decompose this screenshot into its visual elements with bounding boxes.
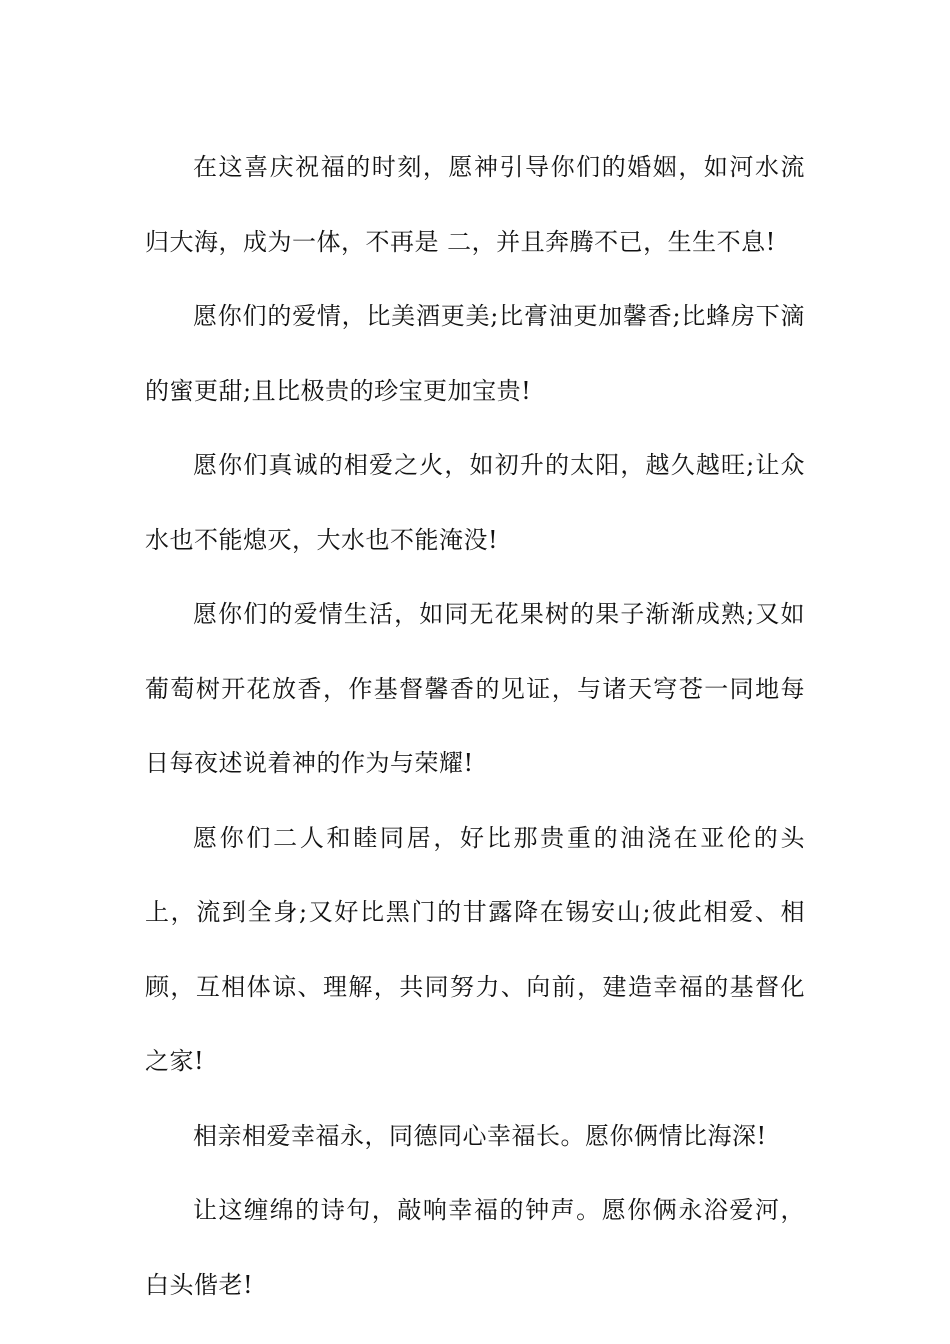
paragraph-7: 让这缠绵的诗句，敲响幸福的钟声。愿你俩永浴爱河，白头偕老! bbox=[145, 1196, 805, 1299]
paragraph-4: 愿你们的爱情生活，如同无花果树的果子渐渐成熟;又如葡萄树开花放香，作基督馨香的见证，与诸天穹苍一同地每日每夜述说着神的作为与荣耀! bbox=[145, 600, 805, 777]
paragraph-6: 相亲相爱幸福永，同德同心幸福长。愿你俩情比海深! bbox=[193, 1121, 767, 1150]
document-body bbox=[145, 130, 805, 1322]
paragraph-5: 愿你们二人和睦同居，好比那贵重的油浇在亚伦的头上，流到全身;又好比黑门的甘露降在锡安山;彼此相爱、相顾，互相体谅、理解，共同努力、向前，建造幸福的基督化之家! bbox=[145, 823, 805, 1075]
paragraph-2: 愿你们的爱情，比美酒更美;比膏油更加馨香;比蜂房下滴的蜜更甜;且比极贵的珍宝更加宝贵! bbox=[145, 302, 805, 405]
paragraph-1: 在这喜庆祝福的时刻，愿神引导你们的婚姻，如河水流归大海，成为一体，不再是 二，并且奔腾不已，生生不息! bbox=[145, 153, 805, 256]
paragraph-3: 愿你们真诚的相爱之火，如初升的太阳，越久越旺;让众水也不能熄灭，大水也不能淹没! bbox=[145, 451, 805, 554]
